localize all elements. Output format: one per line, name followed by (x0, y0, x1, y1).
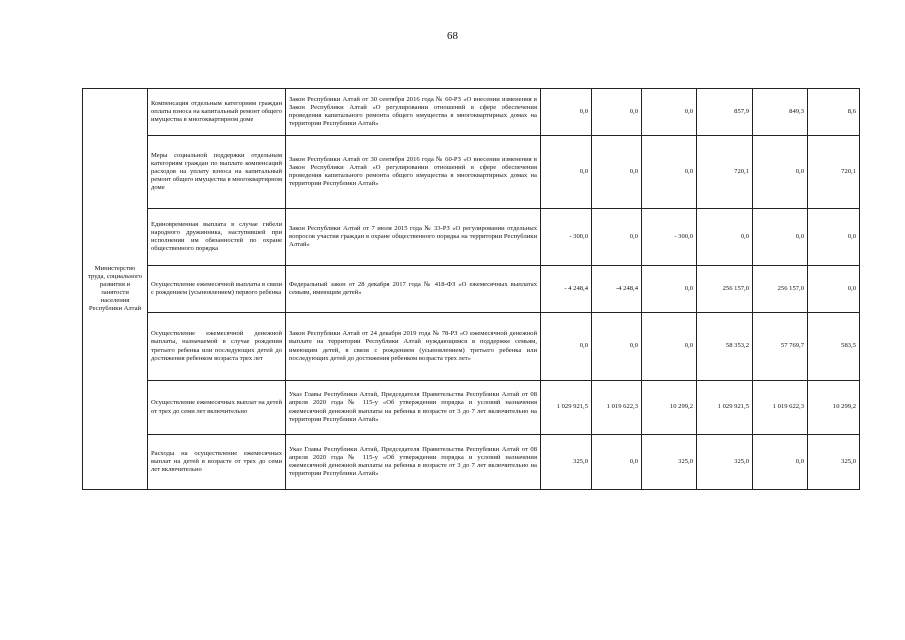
amount-cell: 57 769,7 (753, 313, 808, 381)
amount-cell: 0,0 (642, 266, 697, 313)
table-row (83, 435, 860, 490)
amount-cell: 720,1 (808, 136, 860, 209)
amount-cell: 0,0 (753, 209, 808, 266)
table-row (83, 266, 860, 313)
table-row (83, 381, 860, 435)
amount-cell: 0,0 (642, 313, 697, 381)
ministry-cell: Министерство труда, социального развития и занятости населения Республики Алтай (83, 89, 148, 490)
amount-cell: 10 299,2 (642, 381, 697, 435)
amount-cell: 0,0 (808, 209, 860, 266)
amount-cell: 0,0 (592, 435, 642, 490)
expense-name-cell: Единовременная выплата в случае гибели народного дружинника, наступившей при исполнении им обязанностей по охране общественного порядка (148, 209, 286, 266)
expense-name-cell: Осуществление ежемесячной денежной выплаты, назначаемой в случае рождения третьего ребенка или последующих детей до достижения ребенком возраста трех лет (148, 313, 286, 381)
amount-cell: - 4 248,4 (541, 266, 592, 313)
amount-cell: 0,0 (592, 89, 642, 136)
amount-cell: 325,0 (642, 435, 697, 490)
table-row (83, 313, 860, 381)
amount-cell: 0,0 (541, 313, 592, 381)
legal-basis-cell: Закон Республики Алтай от 24 декабря 2019 года № 78-РЗ «О ежемесячной денежной выплате на территории Республики Алтай нуждающимся в поддержке семьям, имеющим детей, в связи с рождением (усыновлением) третьего ребенка или последующих детей до достижения ребенком возраста трех лет» (286, 313, 541, 381)
amount-cell: 58 353,2 (697, 313, 753, 381)
amount-cell: 0,0 (592, 136, 642, 209)
amount-cell: 1 029 921,5 (697, 381, 753, 435)
amount-cell: 325,0 (697, 435, 753, 490)
table-row (83, 89, 860, 136)
legal-basis-cell: Указ Главы Республики Алтай, Председателя Правительства Республики Алтай от 08 апреля 2020 года № 115-у «Об утверждении порядка и условий назначения ежемесячной денежной выплаты на ребенка в возрасте от 3 до 7 лет включительно на территории Республики Алтай» (286, 435, 541, 490)
amount-cell: - 300,0 (541, 209, 592, 266)
amount-cell: 8,6 (808, 89, 860, 136)
legal-basis-cell: Закон Республики Алтай от 30 сентября 2016 года № 60-РЗ «О внесении изменения в Закон Республики Алтай «О регулировании отношений в сфере обеспечения проведения капитального ремонта общего имущества в многоквартирных домах на территории Республики Алтай» (286, 89, 541, 136)
legal-basis-cell: Указ Главы Республики Алтай, Председателя Правительства Республики Алтай от 08 апреля 2020 года № 115-у «Об утверждении порядка и условий назначения ежемесячной денежной выплаты на ребенка в возрасте от 3 до 7 лет включительно на территории Республики Алтай» (286, 381, 541, 435)
amount-cell: 325,0 (808, 435, 860, 490)
amount-cell: 1 019 622,3 (753, 381, 808, 435)
amount-cell: 325,0 (541, 435, 592, 490)
amount-cell: 0,0 (541, 136, 592, 209)
amount-cell: 0,0 (642, 89, 697, 136)
budget-table (82, 88, 860, 490)
legal-basis-cell: Федеральный закон от 28 декабря 2017 года № 418-ФЗ «О ежемесячных выплатах семьям, имеющим детей» (286, 266, 541, 313)
amount-cell: 0,0 (753, 435, 808, 490)
amount-cell: 857,9 (697, 89, 753, 136)
amount-cell: 0,0 (808, 266, 860, 313)
amount-cell: - 300,0 (642, 209, 697, 266)
expense-name-cell: Меры социальной поддержки отдельным категориям граждан по выплате компенсаций расходов на уплату взноса на капитальный ремонт общего имущества в многоквартирном доме (148, 136, 286, 209)
legal-basis-cell: Закон Республики Алтай от 7 июля 2015 года № 33-РЗ «О регулировании отдельных вопросов участия граждан в охране общественного порядка на территории Республики Алтай» (286, 209, 541, 266)
amount-cell: 1 019 622,3 (592, 381, 642, 435)
page-number: 68 (447, 30, 458, 42)
amount-cell: 583,5 (808, 313, 860, 381)
expense-name-cell: Осуществление ежемесячной выплаты в связи с рождением (усыновлением) первого ребенка (148, 266, 286, 313)
table-row (83, 209, 860, 266)
amount-cell: 0,0 (697, 209, 753, 266)
amount-cell: 0,0 (592, 313, 642, 381)
amount-cell: 1 029 921,5 (541, 381, 592, 435)
amount-cell: 0,0 (642, 136, 697, 209)
amount-cell: 720,1 (697, 136, 753, 209)
amount-cell: 0,0 (753, 136, 808, 209)
amount-cell: 256 157,0 (697, 266, 753, 313)
amount-cell: 10 299,2 (808, 381, 860, 435)
table-row (83, 136, 860, 209)
amount-cell: 0,0 (592, 209, 642, 266)
expense-name-cell: Расходы на осуществление ежемесячных выплат на детей в возрасте от трех до семи лет включительно (148, 435, 286, 490)
amount-cell: 0,0 (541, 89, 592, 136)
expense-name-cell: Осуществление ежемесячных выплат на детей от трех до семи лет включительно (148, 381, 286, 435)
amount-cell: 256 157,0 (753, 266, 808, 313)
legal-basis-cell: Закон Республики Алтай от 30 сентября 2016 года № 60-РЗ «О внесении изменения в Закон Республики Алтай «О регулировании отношений в сфере обеспечения проведения капитального ремонта общего имущества в многоквартирных домах на территории Республики Алтай» (286, 136, 541, 209)
amount-cell: 849,3 (753, 89, 808, 136)
expense-name-cell: Компенсация отдельным категориям граждан оплаты взноса на капитальный ремонт общего имущества в многоквартирном доме (148, 89, 286, 136)
amount-cell: -4 248,4 (592, 266, 642, 313)
